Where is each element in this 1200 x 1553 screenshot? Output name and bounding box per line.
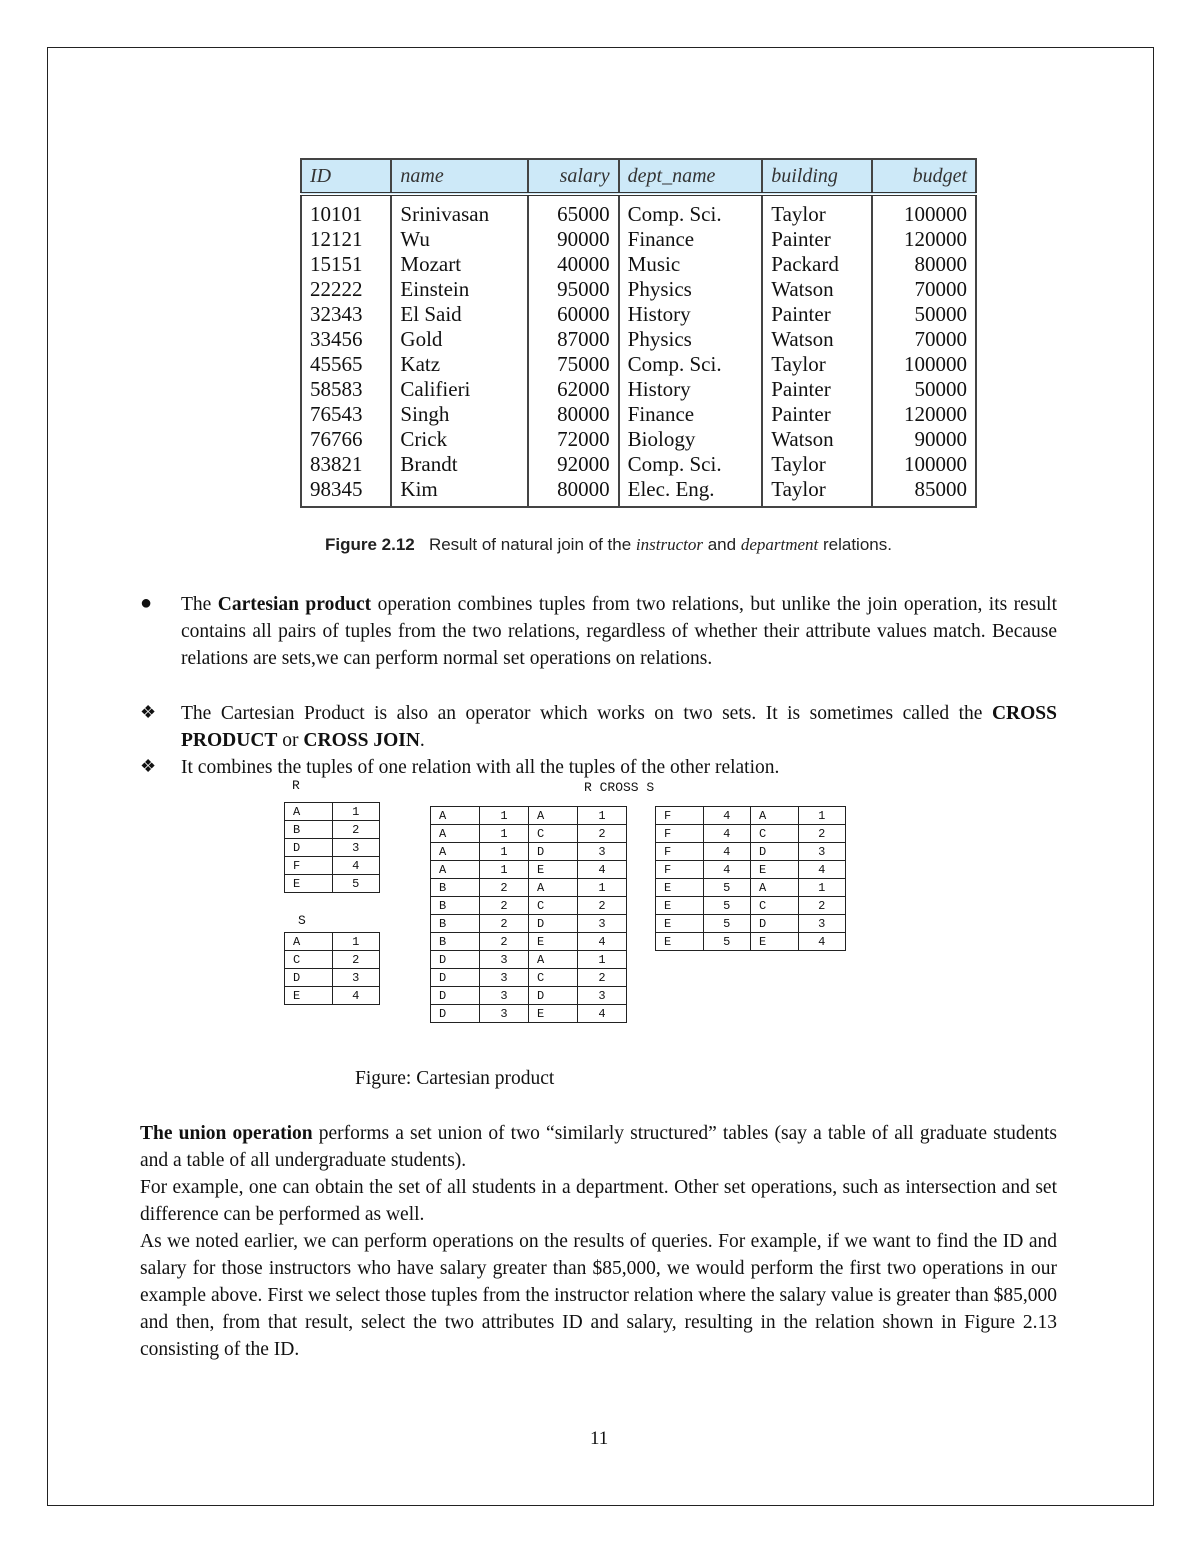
table-cell: 1: [480, 825, 529, 843]
table-cell: 5: [703, 879, 751, 897]
table-cell: 2: [798, 897, 846, 915]
table-cell: 1: [332, 803, 380, 821]
table-cell: Taylor: [762, 352, 872, 377]
table-cell: 80000: [872, 252, 976, 277]
table-cell: A: [285, 933, 333, 951]
caption-relation: instructor: [635, 535, 703, 554]
table-cell: 2: [578, 897, 627, 915]
table-cell: 72000: [528, 427, 618, 452]
combines-bullet: It combines the tuples of one relation with all the tuples of the other relation.: [181, 757, 780, 778]
table-cell: Music: [619, 252, 763, 277]
table-cell: 22222: [301, 277, 391, 302]
table-cell: 2: [332, 821, 380, 839]
table-cell: Comp. Sci.: [619, 352, 763, 377]
table-cell: E: [285, 987, 333, 1005]
table-cell: D: [431, 951, 480, 969]
table-cell: A: [751, 807, 799, 825]
table-row: [656, 861, 846, 879]
table-cell: C: [285, 951, 333, 969]
table-cell: 62000: [528, 377, 618, 402]
table-cell: Painter: [762, 227, 872, 252]
table-row: [285, 875, 380, 893]
table-row: [656, 879, 846, 897]
table-row: [301, 427, 976, 452]
table-row: [301, 352, 976, 377]
table-cell: Katz: [391, 352, 528, 377]
table-cell: E: [529, 933, 578, 951]
table-cell: Srinivasan: [391, 194, 528, 227]
table-cell: 2: [578, 969, 627, 987]
table-cell: 33456: [301, 327, 391, 352]
table-cell: Mozart: [391, 252, 528, 277]
table-row: [431, 1005, 627, 1023]
natural-join-table: [300, 158, 977, 508]
table-cell: D: [285, 839, 333, 857]
table-cell: 50000: [872, 302, 976, 327]
table-cell: 4: [332, 857, 380, 875]
table-cell: 4: [798, 861, 846, 879]
table-cell: 4: [332, 987, 380, 1005]
table-cell: Physics: [619, 327, 763, 352]
table-cell: Watson: [762, 277, 872, 302]
table-cell: F: [656, 825, 704, 843]
table-row: [301, 227, 976, 252]
table-row: [431, 861, 627, 879]
table-cell: Comp. Sci.: [619, 452, 763, 477]
table-row: [301, 252, 976, 277]
bold-term: CROSS PRODUCT: [181, 703, 1057, 751]
table-row: [285, 987, 380, 1005]
column-header: dept_name: [619, 159, 763, 194]
text: or: [282, 730, 299, 751]
table-cell: 3: [480, 1005, 529, 1023]
table-cell: Einstein: [391, 277, 528, 302]
table-cell: A: [431, 861, 480, 879]
table-cell: Gold: [391, 327, 528, 352]
table-cell: A: [431, 807, 480, 825]
table-cell: Singh: [391, 402, 528, 427]
table-cell: 76543: [301, 402, 391, 427]
table-row: [431, 933, 627, 951]
table-cell: 1: [332, 933, 380, 951]
table-cell: 85000: [872, 477, 976, 507]
caption-text: Result of natural join of the: [428, 535, 632, 554]
table-row: [656, 825, 846, 843]
table-row: [656, 897, 846, 915]
diamond-bullet-icon: ❖: [140, 756, 157, 776]
table-row: [301, 302, 976, 327]
table-cell: E: [751, 861, 799, 879]
table-cell: 5: [703, 915, 751, 933]
table-row: [656, 807, 846, 825]
table-cell: El Said: [391, 302, 528, 327]
table-row: [301, 377, 976, 402]
table-cell: 80000: [528, 477, 618, 507]
table-row: [431, 879, 627, 897]
table-cell: E: [656, 933, 704, 951]
table-cell: Comp. Sci.: [619, 194, 763, 227]
table-row: [431, 987, 627, 1005]
union-paragraph-3: As we noted earlier, we can perform operations on the results of queries. For example, if we want to find the ID and salary for those instructors who have salary greater than $85,000, we would perform the first two operations in our example above. First we select those tuples from the instructor relation where the salary value is greater than $85,000 and then, from that result, select the two attributes ID and salary, resulting in the relation shown in Figure 2.13 consisting of the ID.: [140, 1231, 1057, 1360]
table-cell: 3: [480, 987, 529, 1005]
table-cell: C: [529, 825, 578, 843]
column-header: budget: [872, 159, 976, 194]
table-row: [301, 277, 976, 302]
table-cell: 5: [332, 875, 380, 893]
table-cell: D: [529, 987, 578, 1005]
table-cell: 32343: [301, 302, 391, 327]
table-row: [285, 951, 380, 969]
column-header: name: [391, 159, 528, 194]
table-cell: 2: [798, 825, 846, 843]
table-cell: 2: [480, 897, 529, 915]
table-cell: 10101: [301, 194, 391, 227]
table-cell: D: [431, 987, 480, 1005]
table-cell: 3: [798, 843, 846, 861]
table-cell: 4: [798, 933, 846, 951]
table-cell: 1: [578, 879, 627, 897]
table-cell: 15151: [301, 252, 391, 277]
table-cell: E: [529, 1005, 578, 1023]
table-row: [301, 477, 976, 507]
table-row: [431, 969, 627, 987]
table-row: [431, 951, 627, 969]
table-cell: A: [529, 807, 578, 825]
bullet-dot-icon: ●: [140, 592, 153, 614]
table-cell: Elec. Eng.: [619, 477, 763, 507]
table-cell: 4: [703, 807, 751, 825]
table-row: [285, 933, 380, 951]
caption-label: Figure 2.12: [325, 535, 415, 554]
bold-term: The union operation: [140, 1123, 313, 1144]
table-cell: C: [529, 969, 578, 987]
table-row: [431, 915, 627, 933]
table-cell: 1: [480, 807, 529, 825]
cross-product-bullet: [181, 700, 1057, 754]
table-cell: 3: [480, 951, 529, 969]
cross-table-part2: [655, 806, 846, 951]
table-cell: 2: [578, 825, 627, 843]
table-row: [301, 452, 976, 477]
table-cell: F: [285, 857, 333, 875]
table-cell: Biology: [619, 427, 763, 452]
table-cell: A: [529, 951, 578, 969]
table-cell: D: [529, 915, 578, 933]
table-row: [431, 843, 627, 861]
table-row: [301, 194, 976, 227]
table-cell: 3: [480, 969, 529, 987]
table-cell: 3: [332, 839, 380, 857]
table-cell: 1: [578, 951, 627, 969]
table-cell: 1: [480, 843, 529, 861]
table-cell: 70000: [872, 277, 976, 302]
table-cell: 58583: [301, 377, 391, 402]
table-cell: A: [751, 879, 799, 897]
table-cell: 45565: [301, 352, 391, 377]
table-cell: 3: [332, 969, 380, 987]
caption-relation: department: [740, 535, 819, 554]
table-cell: Brandt: [391, 452, 528, 477]
table-cell: 60000: [528, 302, 618, 327]
figure-2-12-caption: [325, 535, 892, 555]
table-cell: 87000: [528, 327, 618, 352]
table-cell: Painter: [762, 377, 872, 402]
table-cell: 3: [578, 843, 627, 861]
table-row: [285, 803, 380, 821]
caption-text: and: [707, 535, 737, 554]
table-cell: 3: [578, 987, 627, 1005]
table-cell: 1: [578, 807, 627, 825]
table-cell: 90000: [872, 427, 976, 452]
table-row: [285, 839, 380, 857]
bold-term: Cartesian product: [217, 594, 372, 615]
table-cell: C: [529, 897, 578, 915]
table-cell: 3: [798, 915, 846, 933]
table-row: [301, 327, 976, 352]
table-cell: D: [431, 969, 480, 987]
table-cell: 120000: [872, 402, 976, 427]
table-cell: E: [656, 915, 704, 933]
table-cell: 76766: [301, 427, 391, 452]
table-cell: 100000: [872, 194, 976, 227]
table-cell: 12121: [301, 227, 391, 252]
table-cell: 98345: [301, 477, 391, 507]
table-cell: Painter: [762, 402, 872, 427]
table-cell: 100000: [872, 452, 976, 477]
table-cell: Physics: [619, 277, 763, 302]
text: The: [181, 594, 212, 615]
table-cell: 5: [703, 933, 751, 951]
relation-r-table: [284, 802, 380, 893]
table-row: [431, 897, 627, 915]
table-cell: 4: [703, 861, 751, 879]
table-cell: C: [751, 825, 799, 843]
r-label: R: [292, 778, 300, 793]
cartesian-bullet: [181, 591, 1057, 672]
text: .: [419, 730, 425, 751]
table-cell: E: [285, 875, 333, 893]
table-cell: 75000: [528, 352, 618, 377]
table-row: [285, 821, 380, 839]
page-number: 11: [590, 1428, 609, 1449]
table-cell: History: [619, 377, 763, 402]
table-cell: 5: [703, 897, 751, 915]
table-cell: 50000: [872, 377, 976, 402]
table-cell: A: [529, 879, 578, 897]
table-row: [656, 843, 846, 861]
text: operation combines tuples from two relations, but unlike the join operation, its result contains all pairs of tuples from the two relations, regardless of whether their attribute values match. Because relations are sets,we can perform normal set operations on relations.: [181, 594, 1057, 669]
table-cell: 40000: [528, 252, 618, 277]
table-cell: A: [431, 843, 480, 861]
table-cell: B: [431, 915, 480, 933]
table-cell: 100000: [872, 352, 976, 377]
table-row: [656, 933, 846, 951]
table-cell: B: [431, 933, 480, 951]
table-cell: 120000: [872, 227, 976, 252]
table-cell: History: [619, 302, 763, 327]
table-cell: 1: [798, 807, 846, 825]
table-cell: D: [751, 843, 799, 861]
table-cell: 4: [578, 861, 627, 879]
relation-s-table: [284, 932, 380, 1005]
table-cell: Painter: [762, 302, 872, 327]
union-paragraph-1: [140, 1120, 1057, 1174]
table-cell: 83821: [301, 452, 391, 477]
table-cell: E: [656, 879, 704, 897]
table-cell: 90000: [528, 227, 618, 252]
union-paragraph-2: For example, one can obtain the set of all students in a department. Other set operations, such as intersection and set difference can be performed as well.: [140, 1177, 1057, 1225]
table-cell: 4: [703, 825, 751, 843]
table-cell: Watson: [762, 427, 872, 452]
table-cell: 80000: [528, 402, 618, 427]
table-cell: Watson: [762, 327, 872, 352]
table-row: [301, 402, 976, 427]
table-cell: Taylor: [762, 194, 872, 227]
table-cell: 92000: [528, 452, 618, 477]
text: The Cartesian Product is also an operator which works on two sets. It is sometimes called the: [181, 703, 983, 724]
table-cell: 95000: [528, 277, 618, 302]
table-row: [656, 915, 846, 933]
table-cell: 3: [578, 915, 627, 933]
union-section: [140, 1120, 1057, 1363]
table-cell: C: [751, 897, 799, 915]
table-cell: Taylor: [762, 477, 872, 507]
table-cell: 1: [798, 879, 846, 897]
table-cell: A: [285, 803, 333, 821]
diamond-bullet-icon: ❖: [140, 702, 157, 722]
table-cell: Packard: [762, 252, 872, 277]
table-row: [431, 825, 627, 843]
table-cell: 4: [578, 1005, 627, 1023]
table-cell: B: [285, 821, 333, 839]
table-cell: B: [431, 897, 480, 915]
table-cell: 4: [703, 843, 751, 861]
table-row: [285, 857, 380, 875]
table-cell: A: [431, 825, 480, 843]
table-cell: 4: [578, 933, 627, 951]
table-cell: 1: [480, 861, 529, 879]
table-cell: 2: [480, 915, 529, 933]
table-cell: D: [285, 969, 333, 987]
table-cell: Finance: [619, 227, 763, 252]
table-cell: E: [529, 861, 578, 879]
column-header: salary: [528, 159, 618, 194]
table-cell: F: [656, 807, 704, 825]
table-cell: Califieri: [391, 377, 528, 402]
table-cell: Taylor: [762, 452, 872, 477]
cartesian-figure-caption: Figure: Cartesian product: [355, 1068, 555, 1089]
table-cell: 2: [480, 933, 529, 951]
cross-label: R CROSS S: [584, 780, 655, 795]
table-cell: D: [751, 915, 799, 933]
table-cell: 2: [480, 879, 529, 897]
column-header: building: [762, 159, 872, 194]
table-cell: Kim: [391, 477, 528, 507]
table-cell: Finance: [619, 402, 763, 427]
cross-table-part1: [430, 806, 627, 1023]
table-cell: E: [656, 897, 704, 915]
table-cell: 70000: [872, 327, 976, 352]
caption-text: relations.: [822, 535, 892, 554]
column-header: ID: [301, 159, 391, 194]
table-cell: D: [529, 843, 578, 861]
bold-term: CROSS JOIN: [303, 730, 420, 751]
table-row: [431, 807, 627, 825]
table-cell: E: [751, 933, 799, 951]
table-cell: B: [431, 879, 480, 897]
table-cell: Wu: [391, 227, 528, 252]
table-cell: 65000: [528, 194, 618, 227]
text: performs a set union of two “similarly structured” tables (say a table of all graduate students and a table of all undergraduate students).: [140, 1123, 1058, 1171]
table-cell: D: [431, 1005, 480, 1023]
s-label: S: [298, 913, 306, 928]
table-cell: 2: [332, 951, 380, 969]
table-cell: Crick: [391, 427, 528, 452]
table-row: [285, 969, 380, 987]
table-cell: F: [656, 843, 704, 861]
table-cell: F: [656, 861, 704, 879]
